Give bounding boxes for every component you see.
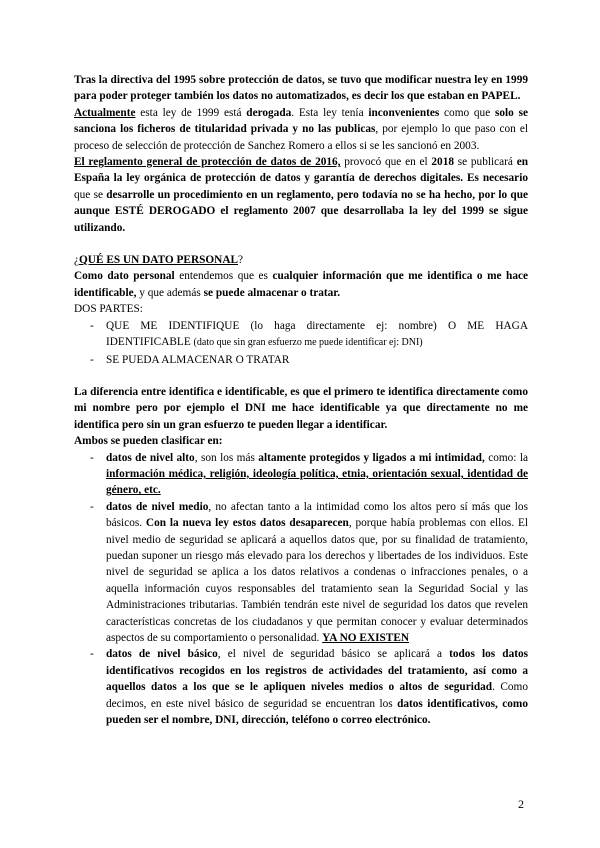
paragraph-diferencia: La diferencia entre identifica e identificable, es que el primero te identifica directamente como mi nombre pero por ejemplo el DNI me hace identificable ya que directamente no me identifica pero sin un gran esfuerzo te pueden llegar a identificar. (74, 385, 528, 431)
list-item: - SE PUEDA ALMACENAR O TRATAR (90, 353, 290, 366)
document-body (74, 72, 528, 728)
page-number: 2 (518, 797, 524, 811)
paragraph-directiva: Tras la directiva del 1995 sobre protección de datos, se tuvo que modificar nuestra ley en 1999 para poder proteger también los datos no automatizados, es decir los que estaban en PAPEL. (74, 74, 528, 103)
paragraph-reglamento: El reglamento general de protección de datos de 2016, provocó que en el 2018 se publicará en España la ley orgánica de protección de datos y garantía de derechos digitales. Es necesario que se desarrolle un procedimiento en un reglamento, pero todavía no se ha hecho, por lo que aunque ESTÉ DEROGADO el reglamento 2007 que desarrollaba la ley del 1999 se sigue utilizando. (74, 156, 529, 234)
list-item-nivel-basico: - datos de nivel básico, el nivel de seguridad básico se aplicará a todos los datos identificativos recogidos en los registros de actividades del tratamiento, así como a aquellos datos a los que se le apliquen niveles medios o altos de seguridad. Como decimos, en este nivel básico de seguridad se encuentran los datos identificativos, como pueden ser el nombre, DNI, dirección, teléfono o correo electrónico. (90, 648, 529, 727)
paragraph-actualmente: Actualmente esta ley de 1999 está derogada. Esta ley tenía inconvenientes como que solo se sanciona los ficheros de titularidad privada y no las publicas, por ejemplo lo que paso con el proceso de selección de protección de Sanchez Romero a ellos si se les sancionó en 2003. (74, 106, 528, 152)
paragraph-ambos: Ambos se pueden clasificar en: (74, 435, 223, 448)
partes-label: DOS PARTES: (74, 303, 143, 316)
section-heading: ¿QUÉ ES UN DATO PERSONAL? (74, 254, 244, 267)
paragraph-definicion: Como dato personal entendemos que es cualquier información que me identifica o me hace identificable, y que además se puede almacenar o tratar. (74, 270, 528, 299)
list-item: - QUE ME IDENTIFIQUE (lo haga directamente ej: nombre) O ME HAGA IDENTIFICABLE (dato que sin gran esfuerzo me puede identificar ej: DNI) (90, 319, 528, 349)
list-item-nivel-medio: - datos de nivel medio, no afectan tanto a la intimidad como los altos pero sí más que los básicos. Con la nueva ley estos datos desaparecen, porque había problemas con ellos. El nivel medio de seguridad se aplicará a aquellos datos que, por su finalidad de tratamiento, puedan suponer un riesgo más elevado para los derechos y libertades de los individuos. Este nivel de seguridad se aplica a los datos relativos a condenas o infracciones penales, o a aquella información cuyos responsables del tratamiento sean la Seguridad Social y las Administraciones tributarias. También tendrán este nivel de seguridad los datos que revelen características concretas de los ciudadanos y que permitan conocer y evaluar determinados aspectos de su comportamiento o personalidad. YA NO EXISTEN (90, 500, 529, 644)
list-item-nivel-alto: - datos de nivel alto, son los más altamente protegidos y ligados a mi intimidad, como: la información médica, religión, ideología política, etnia, orientación sexual, identidad de género, etc. (90, 451, 529, 497)
niveles-list (74, 450, 528, 729)
partes-list (74, 318, 528, 368)
